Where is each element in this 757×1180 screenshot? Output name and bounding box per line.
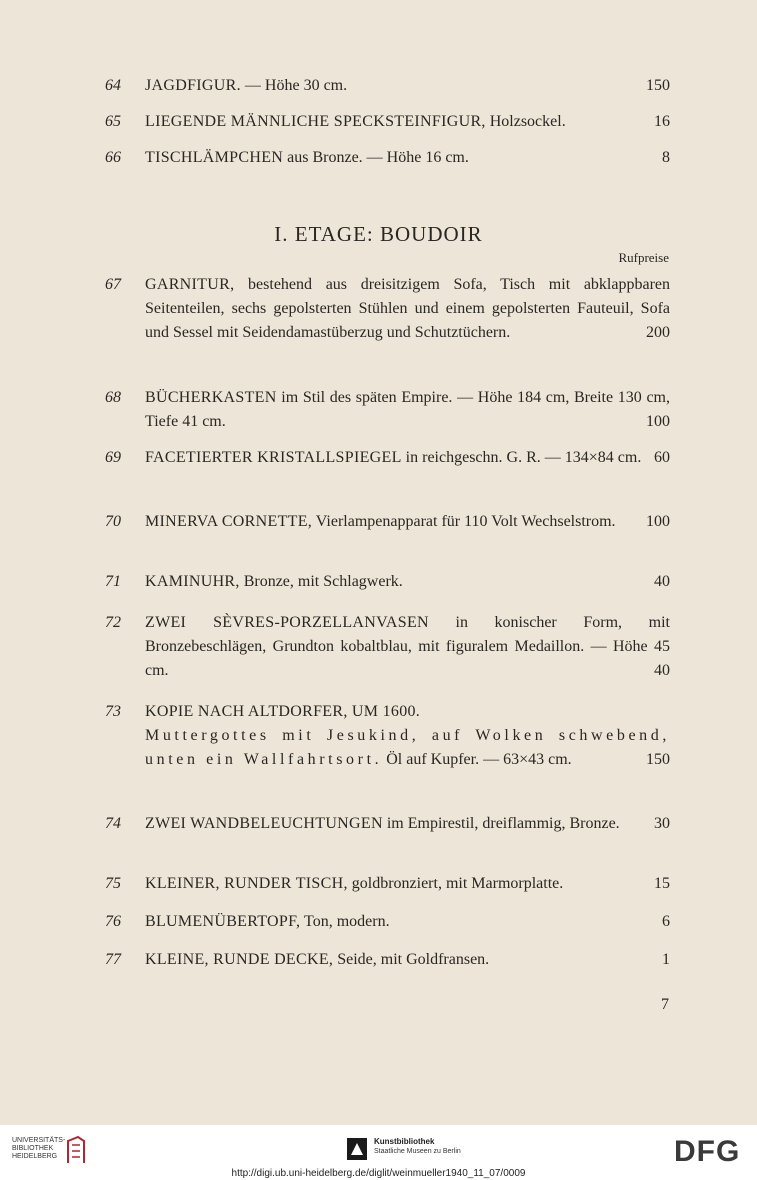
lot-price: 40 [654, 662, 670, 679]
permalink-url[interactable]: http://digi.ub.uni-heidelberg.de/diglit/weinmueller1940_11_07/0009 [231, 1168, 526, 1179]
catalog-entry [105, 74, 670, 98]
lot-price: 60 [654, 449, 670, 466]
lot-number: 69 [105, 449, 121, 466]
dfg-logo-text: DFG [674, 1135, 741, 1165]
library-title: Kunstbibliothek [374, 1137, 435, 1146]
lot-price: 100 [646, 513, 670, 530]
catalog-entry [105, 273, 670, 345]
lot-number: 67 [105, 276, 121, 293]
lot-title: FACETIERTER KRISTALLSPIEGEL [145, 449, 402, 466]
lot-title: KLEINER, RUNDER TISCH, [145, 875, 348, 892]
catalog-entry [105, 910, 670, 934]
lot-number: 77 [105, 951, 121, 968]
catalog-entry [105, 510, 670, 534]
lot-number: 72 [105, 614, 121, 631]
lot-title: KOPIE NACH ALTDORFER, UM 1600. [145, 703, 421, 720]
lot-title: GARNITUR, [145, 276, 235, 293]
lot-price: 16 [654, 113, 670, 130]
lot-number: 73 [105, 703, 121, 720]
university-library-label: UNIVERSITÄTS- BIBLIOTHEK HEIDELBERG [12, 1137, 66, 1160]
catalog-entry [105, 611, 670, 683]
section-heading: I. ETAGE: BOUDOIR [274, 222, 483, 246]
lot-title: ZWEI SÈVRES-PORZELLANVASEN [145, 614, 429, 631]
lot-description: goldbronziert, mit Marmorplatte. [347, 875, 564, 892]
lot-title: MINERVA CORNETTE, [145, 513, 313, 530]
lot-description: Ton, modern. [300, 913, 390, 930]
lot-description: im Stil des späten Empire. — Höhe 184 cm, Breite 130 cm, Tiefe 41 cm. [145, 389, 670, 430]
lot-number: 66 [105, 149, 121, 166]
catalog-entry [105, 146, 670, 170]
lot-description: Bronze, mit Schlagwerk. [239, 573, 403, 590]
lot-price: 1 [662, 951, 670, 968]
lot-title: ZWEI WANDBELEUCHTUNGEN [145, 815, 383, 832]
catalog-entry [105, 110, 670, 134]
lot-description: in konischer Form, mit Bronzebeschlägen, Grundton kobaltblau, mit figuralem Medaillon. — Höhe 45 cm. [145, 614, 670, 679]
catalog-entry [105, 386, 670, 434]
lot-description: aus Bronze. — Höhe 16 cm. [283, 149, 469, 166]
lot-number: 68 [105, 389, 121, 406]
kunstbibliothek-logo-icon [346, 1137, 368, 1161]
lot-price: 15 [654, 875, 670, 892]
lot-number: 70 [105, 513, 121, 530]
lot-price: 40 [654, 573, 670, 590]
catalog-entry [105, 812, 670, 836]
lot-description: Holzsockel. [485, 113, 566, 130]
lot-description: Vierlampenapparat für 110 Volt Wechselstrom. [312, 513, 616, 530]
lot-title: BLUMENÜBERTOPF, [145, 913, 301, 930]
lot-number: 75 [105, 875, 121, 892]
lot-price: 150 [646, 751, 670, 768]
dfg-logo-icon [674, 1135, 748, 1165]
lot-title: JAGDFIGUR. [145, 77, 241, 94]
catalog-entry [105, 872, 670, 896]
lot-title: KAMINUHR, [145, 573, 240, 590]
lot-number: 64 [105, 77, 121, 94]
lot-price: 200 [646, 324, 670, 341]
catalog-entry [105, 446, 670, 470]
lot-number: 76 [105, 913, 121, 930]
lot-title: TISCHLÄMPCHEN [145, 149, 284, 166]
lot-title: BÜCHERKASTEN [145, 389, 277, 406]
lot-number: 65 [105, 113, 121, 130]
lot-price: 150 [646, 77, 670, 94]
catalog-entry [105, 700, 670, 772]
lot-title: LIEGENDE MÄNNLICHE SPECKSTEINFIGUR, [145, 113, 486, 130]
university-seal-icon [64, 1135, 88, 1165]
lot-description: in reichgeschn. G. R. — 134×84 cm. [401, 449, 642, 466]
lot-price: 100 [646, 413, 670, 430]
lot-price: 8 [662, 149, 670, 166]
lot-description: — Höhe 30 cm. [240, 77, 348, 94]
lot-description: im Empirestil, dreiflammig, Bronze. [382, 815, 620, 832]
catalog-entry [105, 948, 670, 972]
column-label-rufpreise: Rufpreise [618, 250, 669, 265]
page-number: 7 [661, 996, 669, 1013]
lot-number: 71 [105, 573, 121, 590]
lot-description: Öl auf Kupfer. — 63×43 cm. [382, 751, 572, 768]
lot-description: bestehend aus dreisitzigem Sofa, Tisch mit abklappbaren Seitenteilen, sechs gepolsterten Stühlen und einem gepolsterten Fauteuil, Sofa und Sessel mit Seidendamastüberzug und Schutztüchern. [145, 276, 670, 341]
catalog-entry [105, 570, 670, 594]
lot-price: 6 [662, 913, 670, 930]
lot-subject: Muttergottes mit Jesukind, auf Wolken schwebend, unten ein Wallfahrtsort. [145, 727, 670, 768]
lot-number: 74 [105, 815, 121, 832]
lot-title: KLEINE, RUNDE DECKE, [145, 951, 334, 968]
viewer-footer [0, 1125, 757, 1180]
lot-description: Seide, mit Goldfransen. [333, 951, 490, 968]
lot-price: 30 [654, 815, 670, 832]
library-subtitle: Staatliche Museen zu Berlin [374, 1148, 461, 1155]
